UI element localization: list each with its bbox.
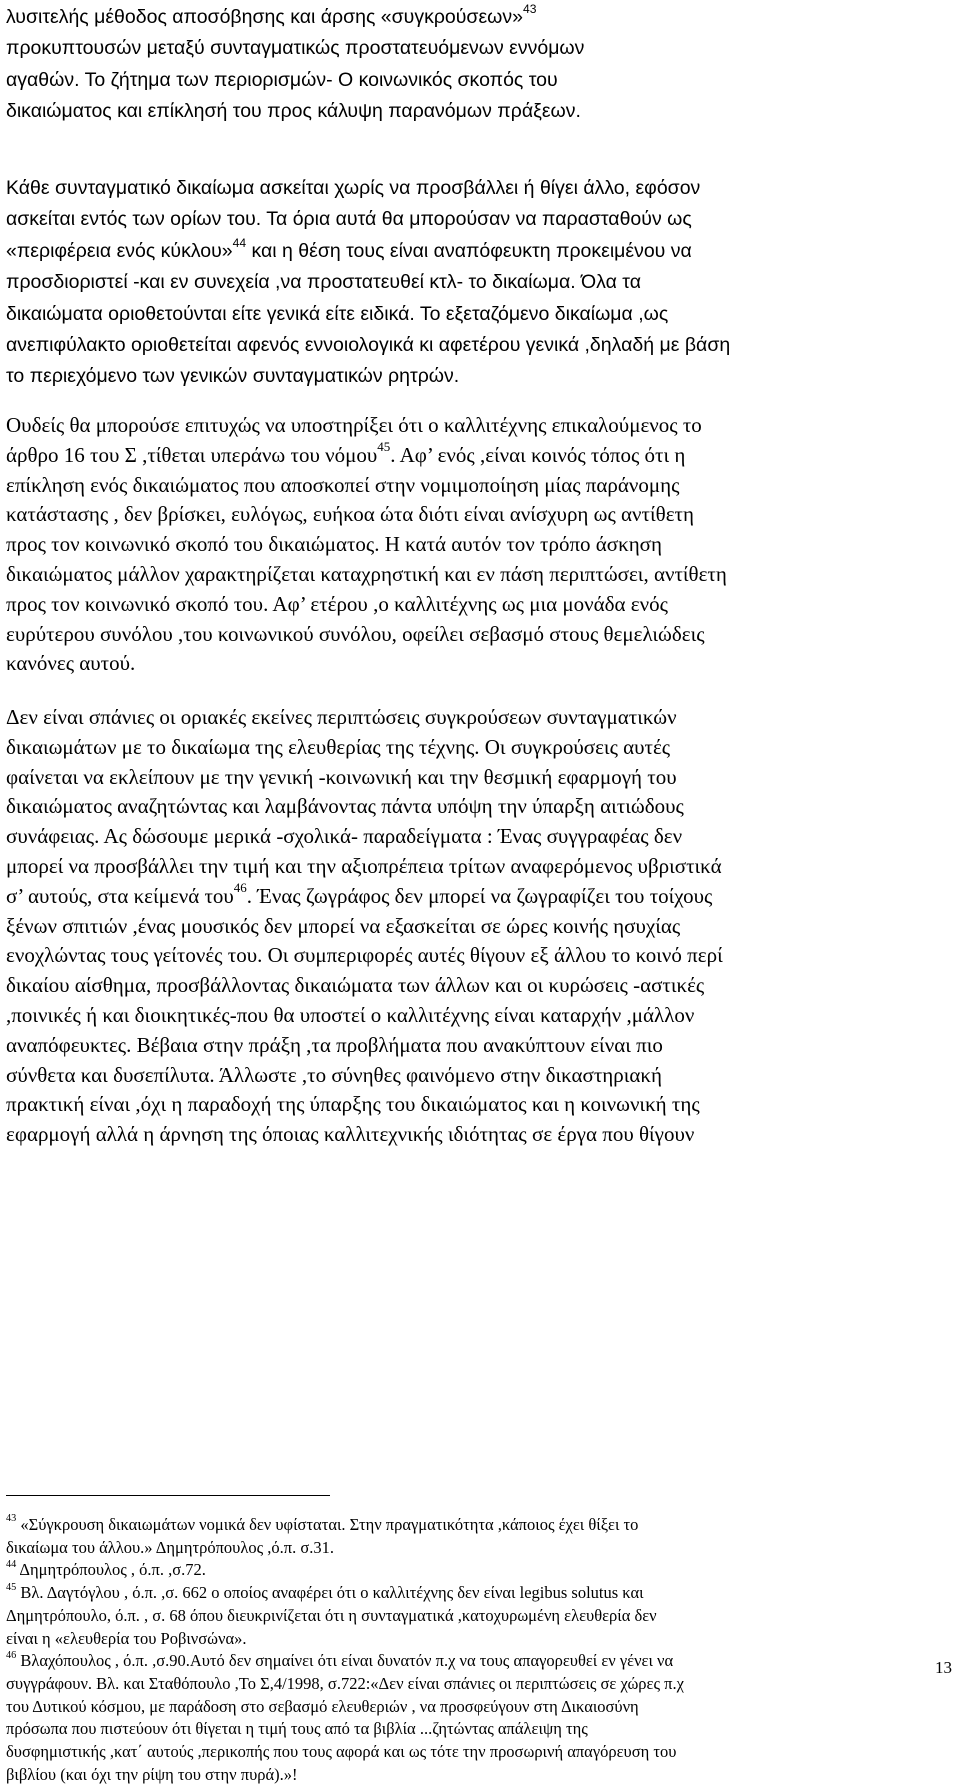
text-line: ενοχλώντας τους γείτονές του. Οι συμπεριφορές αυτές θίγουν εξ άλλου το κοινό περί [6,943,723,968]
text-line: επίκληση ενός δικαιώματος που αποσκοπεί στην νομιμοποίηση μίας παράνομης [6,472,680,497]
text-line: μπορεί να προσβάλλει την τιμή και την αξιοπρέπεια τρίτων αναφερόμενος υβριστικά [6,853,722,878]
footnote-43: $^{43}$ «Σύγκρουση δικαιωμάτων νομικά δεν υφίσταται. Στην πραγματικότητα ,κάποιος έχει θίξει το [6,1513,639,1534]
text-line: προς τον κοινωνικό σκοπό του. Αφ’ ετέρου ,ο καλλιτέχνης ως μια μονάδα ενός [6,591,668,616]
text-line: πρόσωπα που πιστεύουν ότι θίγεται η τιμή τους από τα βιβλία ...ζητώντας απάλειψη της [6,1719,588,1739]
text-line: αναπόφευκτες. Βέβαια στην πράξη ,τα προβλήματα που ανακύπτουν είναι πιο [6,1032,663,1057]
text-line: ,ποινικές ή και διοικητικές-που θα υποστεί ο καλλιτέχνης είναι καταρχήν ,μάλλον [6,1002,695,1027]
footnote-44: $^{44}$ Δημητρόπουλος , ό.π. ,σ.72. [6,1558,206,1580]
paragraph-intro [6,2,954,128]
text-line: άρθρο 16 του Σ ,τίθεται υπεράνω του νόμου$^{45}$. Αφ’ ενός ,είναι κοινός τόπος ότι η [6,439,686,467]
footnote-ref[interactable]: 43 [522,2,537,17]
text-line: Δημητρόπουλο, ό.π. , σ. 68 όπου διευκρινίζεται ότι η συνταγματικά ,κατοχυρωμένη ελευθερία δεν [6,1605,657,1625]
footnote-45: $^{45}$ Βλ. Δαγτόγλου , ό.π. ,σ. 662 ο οποίος αναφέρει ότι ο καλλιτέχνης δεν είναι legibus solutus και [6,1581,644,1603]
text-line: δικαιώματα οριοθετούνται είτε γενικά είτε ειδικά. Το εξεταζόμενο δικαίωμα ,ως [6,302,669,325]
text-line: δικαιώματος αναζητώντας και λαμβάνοντας πάντα υπόψη την ύπαρξη αιτιώδους [6,794,684,819]
text-line: αγαθών. Το ζήτημα των περιορισμών- Ο κοινωνικός σκοπός του [6,68,558,91]
text-line: κανόνες αυτού. [6,651,136,676]
text-line: του Δυτικού κόσμου, με παράδοση στο σεβασμό ελευθεριών , να προσφεύγουν στη Δικαιοσύνη [6,1696,639,1716]
text-line: συγγράφουν. Βλ. και Σταθόπουλο ,Το Σ,4/1998, σ.722:«Δεν είναι σπάνιες οι περιπτώσεις σε χώρες π.χ [6,1673,684,1693]
footnotes [6,1514,954,1786]
footnote-ref[interactable]: 44 [232,235,247,250]
footnote-separator [6,1495,330,1496]
text-line: πρακτική είναι ,όχι η παραδοχή της ύπαρξης του δικαιώματος και η κοινωνική της [6,1092,700,1117]
text-line: ευρύτερου συνόλου ,του κοινωνικού συνόλου, οφείλει σεβασμό στους θεμελιώδεις [6,621,705,646]
text-line: δικαιώματος και επίκλησή του προς κάλυψη παρανόμων πράξεων. [6,100,581,123]
page-number: 13 [935,1658,952,1677]
footnote-46: $^{46}$ Βλαχόπουλος , ό.π. ,σ.90.Αυτό δεν σημαίνει ότι είναι δυνατόν π.χ να τους απαγορευθεί εν γένει να [6,1649,674,1671]
text-line: το περιεχόμενο των γενικών συνταγματικών ρητρών. [6,365,460,388]
footnote-ref[interactable]: 46 [233,880,247,896]
text-line: ανεπιφύλακτο οριοθετείται αφενός εννοιολογικά κι αφετέρου γενικά ,δηλαδή με βάση [6,334,731,357]
text-line: βιβλίου (και όχι την ρίψη του στην πυρά).»! [6,1764,298,1784]
text-line: προκυπτουσών μεταξύ συνταγματικώς προστατευόμενων εννόμων [6,37,585,60]
paragraph-artist [6,411,954,679]
text-line: είναι η «ελευθερία του Ροβινσώνα». [6,1628,247,1648]
text-line: κατάστασης , δεν βρίσκει, ευλόγως, ευήκοα ώτα διότι είναι ανίσχυρη ως αντίθετη [6,502,694,527]
text-line: Κάθε συνταγματικό δικαίωμα ασκείται χωρίς να προσβάλλει ή θίγει άλλο, εφόσον [6,177,701,199]
text-line: σ’ αυτούς, στα κείμενά του$^{46}$. Ένας ζωγράφος δεν μπορεί να ζωγραφίζει του τοίχους [6,880,713,908]
text-line: δικαιωμάτων με το δικαίωμα της ελευθερίας της τέχνης. Οι συγκρούσεις αυτές [6,734,671,759]
text-line: προς τον κοινωνικό σκοπό του δικαιώματος. Η κατά αυτόν τον τρόπο άσκηση [6,532,662,557]
text-line: εφαρμογή αλλά η άρνηση της όποιας καλλιτεχνικής ιδιότητας σε έργα που θίγουν [6,1122,695,1147]
text-line: σύνθετα και δυσεπίλυτα. Άλλωστε ,το σύνηθες φαινόμενο στην δικαστηριακή [6,1062,662,1087]
footnote-ref[interactable]: 45 [377,439,391,455]
paragraph-conflicts [6,703,954,1150]
text-line: Δεν είναι σπάνιες οι οριακές εκείνες περιπτώσεις συγκρούσεων συνταγματικών [6,705,677,729]
text-line: λυσιτελής μέθοδος αποσόβησης και άρσης «συγκρούσεων»$^{43}$ [6,2,537,28]
text-line: δικαίου αίσθημα, προσβάλλοντας δικαιώματα των άλλων και οι κυρώσεις -αστικές [6,973,705,998]
text-line: ασκείται εντός των ορίων του. Τα όρια αυτά θα μπορούσαν να παρασταθούν ως [6,208,692,231]
text-line: φαίνεται να εκλείπουν με την γενική -κοινωνική και την θεσμική εφαρμογή του [6,764,677,789]
text-line: «περιφέρεια ενός κύκλου»$^{44}$ και η θέση τους είναι αναπόφευκτη προκειμένου να [6,235,692,262]
text-line: δικαιώματος μάλλον χαρακτηρίζεται καταχρηστική και εν πάση περιπτώσει, αντίθετη [6,561,727,586]
text-line: ξένων σπιτιών ,ένας μουσικός δεν μπορεί να εξασκείται σε ώρες κοινής ησυχίας [6,913,681,938]
text-line: Ουδείς θα μπορούσε επιτυχώς να υποστηρίξει ότι ο καλλιτέχνης επικαλούμενος το [6,413,702,437]
text-line: προσδιοριστεί -και εν συνεχεία ,να προστατευθεί κτλ- το δικαίωμα. Όλα τα [6,271,642,294]
text-line: δικαίωμα του άλλου.» Δημητρόπουλος ,ό.π. σ.31. [6,1537,334,1557]
text-line: δυσφημιστικής ,κατ΄ αυτούς ,περικοπής που τους αφορά και ως τότε την προσωρινή απαγόρευση του [6,1742,677,1762]
text-line: συνάφειας. Ας δώσουμε μερικά -σχολικά- παραδείγματα : Ένας συγγραφέας δεν [6,824,683,849]
paragraph-limits [6,173,954,393]
